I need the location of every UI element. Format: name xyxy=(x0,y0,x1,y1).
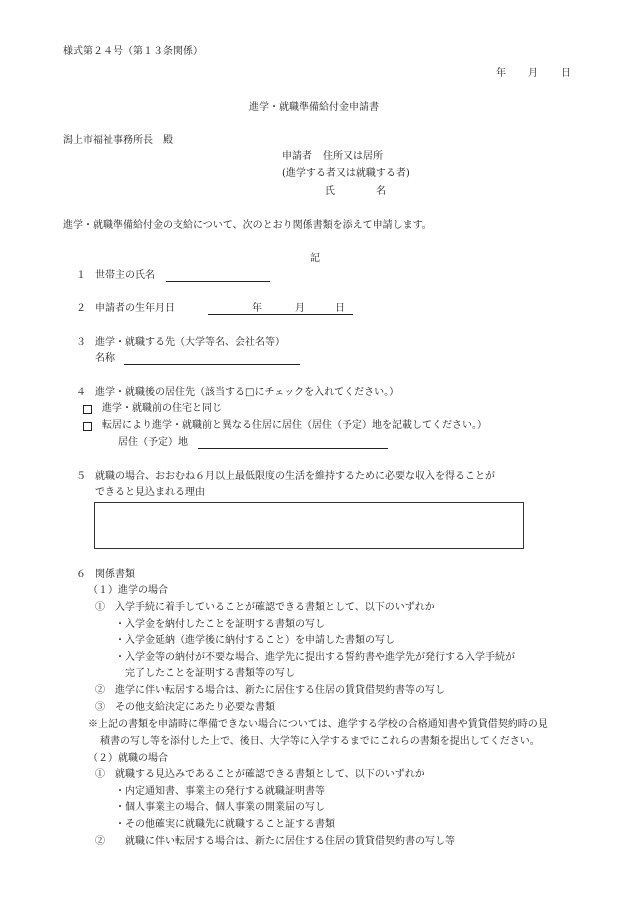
section-1-item-3: ③ その他支給決定にあたり必要な書類 xyxy=(95,702,275,713)
item-3-sub-label: 名称 xyxy=(95,353,115,364)
section-1-heading: （１）進学の場合 xyxy=(88,585,168,596)
item-5-text-line-2: できると見込まれる理由 xyxy=(95,487,205,498)
birthdate-field[interactable] xyxy=(208,314,353,315)
householder-name-field[interactable] xyxy=(166,281,270,282)
applicant-address-label: 住所又は居所 xyxy=(323,151,383,162)
addressee: 潟上市福祉事務所長 殿 xyxy=(63,135,173,146)
section-1-item-1c-cont: 完了したことを証明する書類等の写し xyxy=(125,668,295,679)
option-same-residence-label: 進学・就職前の住宅と同じ xyxy=(102,403,222,414)
item-6-label: 関係書類 xyxy=(95,569,135,580)
item-4-label: 進学・就職後の居住先（該当する□にチェックを入れてください。） xyxy=(95,387,400,398)
item-2-label: 申請者の生年月日 xyxy=(95,303,175,314)
section-2-item-1b: ・個人事業主の場合、個人事業の開業届の写し xyxy=(115,802,325,813)
item-4-sub-label: 居住（予定）地 xyxy=(118,437,188,448)
applicant-name-label-1: 氏 xyxy=(325,186,335,197)
checkbox-new-residence[interactable] xyxy=(83,422,92,431)
birth-day-label: 日 xyxy=(335,303,345,314)
section-2-heading: （２）就職の場合 xyxy=(88,753,168,764)
applicant-note: (進学する者又は就職する者) xyxy=(282,168,410,179)
applicant-name-label-2: 名 xyxy=(376,186,386,197)
item-1-number: １ xyxy=(76,270,86,281)
section-1-item-1a: ・入学金を納付したことを証明する書類の写し xyxy=(115,619,325,630)
item-5-number: ５ xyxy=(76,471,86,482)
document-title: 進学・就職準備給付金申請書 xyxy=(249,102,379,113)
date-day-label: 日 xyxy=(561,68,571,79)
birth-year-label: 年 xyxy=(252,303,262,314)
option-new-residence-label: 転居により進学・就職前と異なる住居に居住（居住（予定）地を記載してください。） xyxy=(102,420,487,431)
form-number: 様式第２４号（第１３条関係） xyxy=(63,46,203,57)
item-2-number: ２ xyxy=(76,303,86,314)
date-year-label: 年 xyxy=(496,68,506,79)
applicant-label: 申請者 xyxy=(282,151,312,162)
destination-name-field[interactable] xyxy=(124,364,300,365)
ki-label: 記 xyxy=(310,253,320,264)
date-month-label: 月 xyxy=(528,68,538,79)
reason-textbox[interactable] xyxy=(94,502,524,549)
intro-text: 進学・就職準備給付金の支給について、次のとおり関係書類を添えて申請します。 xyxy=(63,220,432,231)
item-4-number: ４ xyxy=(76,387,86,398)
section-1-item-1: ① 入学手続に着手していることが確認できる書類として、以下のいずれか xyxy=(95,602,435,613)
item-6-number: ６ xyxy=(76,569,86,580)
section-1-item-1c: ・入学金等の納付が不要な場合、進学先に提出する誓約書や進学先が発行する入学手続が xyxy=(115,652,515,663)
section-1-item-2: ② 進学に伴い転居する場合は、新たに居住する住居の賃貸借契約書等の写し xyxy=(95,685,445,696)
note-line-2: 積書の写し等を添付した上で、後日、大学等に入学するまでにこれらの書類を提出してください。 xyxy=(100,736,540,747)
section-2-item-1a: ・内定通知書、事業主の発行する就職証明書等 xyxy=(115,786,325,797)
birth-month-label: 月 xyxy=(295,303,305,314)
section-2-item-2: ② 就職に伴い転居する場合は、新たに居住する住居の賃貸借契約書の写し等 xyxy=(95,836,455,847)
item-3-label: 進学・就職する先（大学等名、会社名等） xyxy=(95,337,285,348)
section-2-item-1: ① 就職する見込みであることが確認できる書類として、以下のいずれか xyxy=(95,769,425,780)
checkbox-same-residence[interactable] xyxy=(83,405,92,414)
item-3-number: ３ xyxy=(76,337,86,348)
section-1-item-1b: ・入学金延納（進学後に納付すること）を申請した書類の写し xyxy=(115,635,395,646)
item-1-label: 世帯主の氏名 xyxy=(95,270,155,281)
item-5-text-line-1: 就職の場合、おおむね６月以上最低限度の生活を維持するために必要な収入を得ることが xyxy=(95,471,495,482)
residence-address-field[interactable] xyxy=(198,448,388,449)
section-2-item-1c: ・その他確実に就職先に就職すること証する書類 xyxy=(115,819,335,830)
note-line-1: ※上記の書類を申請時に準備できない場合については、進学する学校の合格通知書や賃貸借契約時の見 xyxy=(88,719,548,730)
